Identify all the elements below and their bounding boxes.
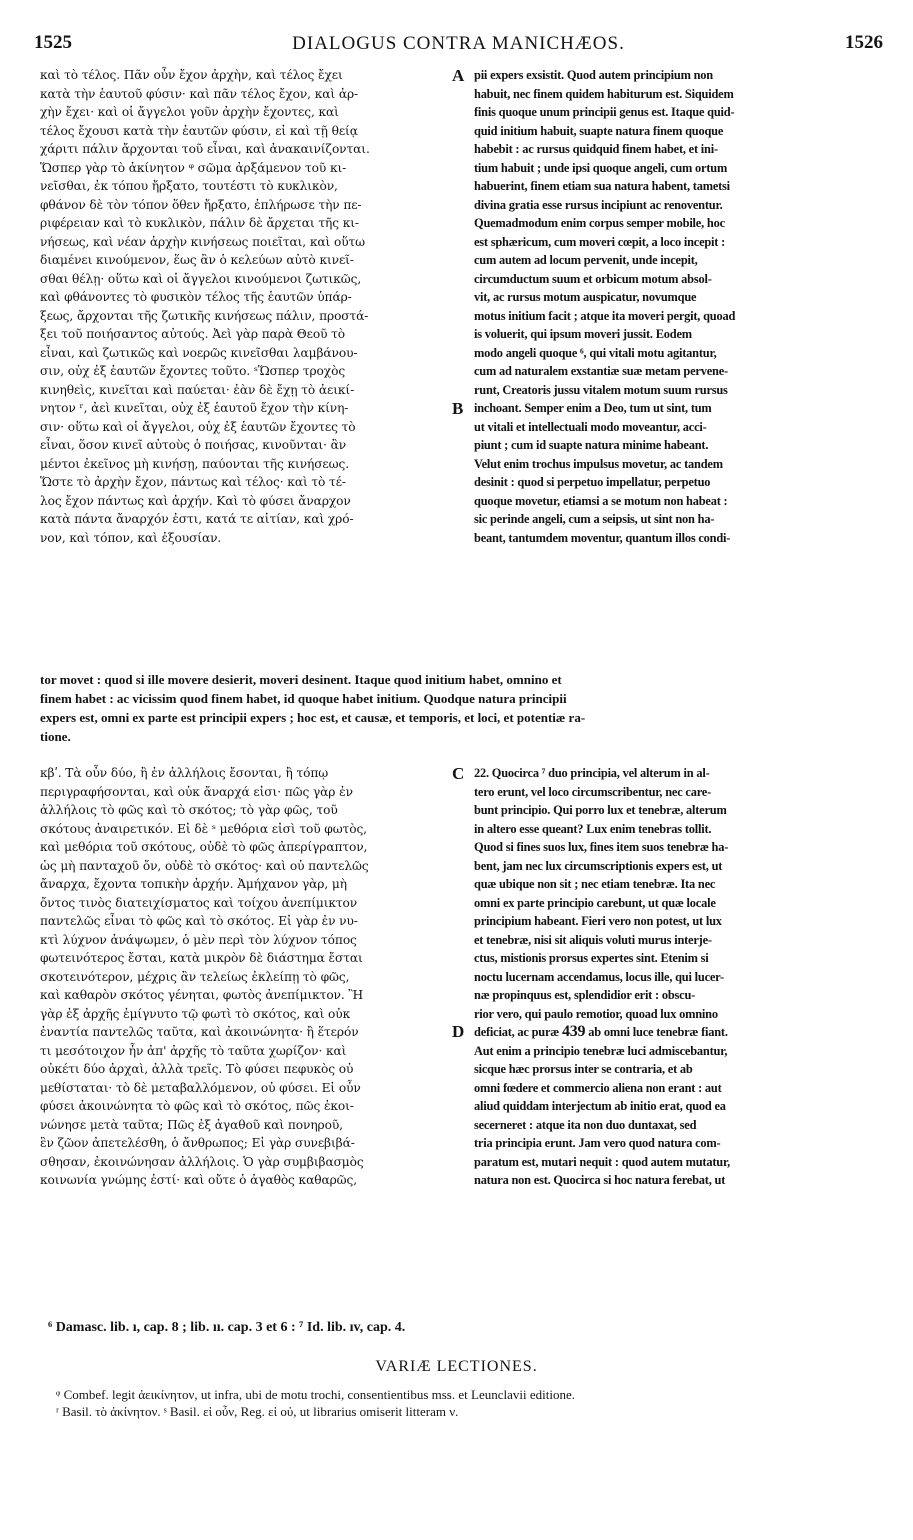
text-line: νήσεως, καὶ νέαν ἀρχὴν κινήσεως ποιεῖται, καὶ οὕτω — [40, 234, 365, 249]
text-line: κινηθεὶς, κινεῖται καὶ παύεται· ἐὰν δὲ ἔχῃ τὸ ἀεικί- — [40, 382, 355, 397]
text-line: γὰρ ἐξ ἀρχῆς ἐμίγνυτο τῷ φωτὶ τὸ σκότος, καὶ οὐκ — [40, 1006, 351, 1021]
text-line: quoque movetur, etiamsi a se motum non habeat : — [474, 493, 728, 508]
text-line: ἓν ζῶον ἀπετελέσθη, ὁ ἄνθρωπος; Εἰ γὰρ συνεβιβά- — [40, 1136, 355, 1150]
text-line: ut vitali et intellectuali modo moveantur, acci- — [474, 419, 707, 434]
text-line: καὶ τὸ τέλος. Πᾶν οὖν ἔχον ἀρχὴν, καὶ τέλος ἔχει — [40, 68, 343, 82]
text-line: ριφέρειαν καὶ τὸ κυκλικὸν, πάλιν δὲ ἄρχεται τῆς κι- — [40, 216, 359, 230]
text-line: καὶ καθαρὸν σκότος γένηται, φωτὸς ἀνεπίμικτον. Ἢ — [40, 988, 364, 1002]
text-line: ᵠ Combef. legit ἀεικίνητον, ut infra, ubi de motu trochi, consentientibus mss. et Leunclavii editione. — [56, 1387, 575, 1402]
text-line: Velut enim trochus impulsus movetur, ac tandem — [474, 456, 723, 471]
text-line: finis quoque unum principii genus est. Itaque quid- — [474, 105, 735, 119]
footnote-line: ⁶ Damasc. lib. ı, cap. 8 ; lib. ıı. cap. 3 et 6 : ⁷ Id. lib. ıv, cap. 4. — [48, 1320, 406, 1335]
text-line: desinit : quod si perpetuo impellatur, perpetuo — [474, 475, 711, 489]
text-line: modo angeli quoque ⁶, qui vitali motu agitantur, — [474, 345, 717, 360]
text-line: ʳ Basil. τὸ ἀκίνητον. ˢ Basil. εἰ οὖν, Reg. εἰ οὐ, ut librarius omiserit litteram ν. — [56, 1404, 459, 1419]
text-line: νον, καὶ τόπον, καὶ ἐξουσίαν. — [40, 530, 222, 545]
text-line: τέλος ἔχουσι κατὰ τὴν ἑαυτῶν φύσιν, εἰ καὶ τῇ θείᾳ — [40, 123, 358, 138]
text-line: cum autem ad locum pervenit, unde incepit, — [474, 253, 698, 267]
text-line: κβʹ. Τὰ οὖν δύο, ἢ ἐν ἀλλήλοις ἔσονται, ἢ τόπῳ — [40, 766, 329, 780]
text-line: omni fœdere et commercio aliena non erant : aut — [474, 1080, 722, 1095]
text-line: ἀλλήλοις τὸ φῶς καὶ τὸ σκότος; τὸ γὰρ φῶς, τοῦ — [40, 803, 338, 817]
running-title: DIALOGUS CONTRA MANICHÆOS. — [292, 33, 625, 54]
text-line: aliud quiddam interjectum ab initio erat, quod ea — [474, 1099, 726, 1113]
text-line: rior vero, qui paulo remotior, quoad lux omnino — [474, 1006, 718, 1021]
text-line: bunt principio. Qui porro lux et tenebræ, alterum — [474, 803, 727, 817]
section-marker-c: C — [452, 764, 465, 783]
text-line: οὐκέτι δύο ἀρχαὶ, ἀλλὰ τρεῖς. Τὸ φύσει πεφυκὸς οὐ — [40, 1062, 354, 1076]
text-line: διαμένει κινούμενον, ἕως ἂν ὁ κελεύων αὐτὸ κινεῖ- — [40, 253, 354, 267]
right-page-number: 1526 — [845, 32, 883, 53]
text-line: secerneret : atque ita non duo duntaxat, sed — [474, 1117, 697, 1132]
text-line: καὶ φθάνοντες τὸ φυσικὸν τέλος τῆς ἑαυτῶν ὑπάρ- — [40, 290, 352, 304]
text-line: deficiat, ac puræ — [474, 1025, 560, 1039]
text-line: νεῖσθαι, ἐκ τόπου ἤρξατο, τουτέστι τὸ κυκλικὸν, — [40, 179, 338, 193]
text-line: σιν, οὐχ ἐξ ἑαυτῶν ἔχοντες τοῦτο. ˢὭσπερ τροχὸς — [40, 364, 346, 378]
text-line: φθάνον δὲ τὸν τόπον ὅθεν ἤρξατο, ἐπλήρωσε τὴν πε- — [40, 197, 362, 212]
text-line: μεθίσταται· τὸ δὲ μεταβαλλόμενον, οὐ φύσει. Εἰ οὖν — [40, 1080, 361, 1095]
text-line: næ propinquus est, splendidior erit : obscu- — [474, 988, 696, 1002]
text-line: φύσει ἀκοινώνητα τὸ φῶς καὶ τὸ σκότος, πῶς ἐκοι- — [40, 1099, 354, 1113]
text-line: εἶναι, ὅσον κινεῖ αὐτοὺς ὁ ποιήσας, κινοῦνται· ἂν — [40, 438, 347, 452]
text-line: habuerint, finem etiam sua natura habent, tametsi — [474, 179, 730, 193]
text-line: pii expers exsistit. Quod autem principium non — [474, 68, 713, 82]
text-line: expers est, omni ex parte est principii expers ; hoc est, et causæ, et temporis, et loci, et potentiæ ra- — [40, 710, 586, 725]
text-line: quid initium habuit, suapte natura finem quoque — [474, 123, 724, 138]
text-line: finem habet : ac vicissim quod finem habet, id quoque habet initium. Quodque natura principii — [40, 691, 567, 706]
text-line: cum ad naturalem exstantiæ suæ metam pervene- — [474, 364, 728, 378]
text-line: vit, ac rursus motum auspicatur, novumque — [474, 290, 697, 304]
text-line: quæ ubique non sit ; nec etiam tenebræ. Ita nec — [474, 877, 716, 891]
text-line: omni ex parte principio carebunt, ut quæ locale — [474, 895, 716, 910]
text-line: χάριτι πάλιν ἄρχονται τοῦ εἶναι, καὶ ἀνακαινίζονται. — [40, 142, 370, 156]
text-line: tria principia erunt. Jam vero quod natura com- — [474, 1136, 721, 1150]
text-line: is voluerit, qui ipsum moveri jussit. Eodem — [474, 327, 692, 341]
text-line: circumductum suum et orbicum motum absol- — [474, 271, 712, 286]
text-line: ξεως, ἄρχονται τῆς ζωτικῆς κινήσεως πάλιν, προστά- — [40, 308, 369, 323]
text-line: tium habuit ; unde ipsi quoque angeli, cum ortum — [474, 160, 728, 175]
column-number: 439 — [561, 1023, 586, 1040]
text-line: Quod si fines suos lux, fines item suos tenebræ ha- — [474, 840, 729, 854]
text-line: beant, tantumdem moventur, quantum illos condi- — [474, 530, 731, 545]
text-line: σκότους ἀναιρετικόν. Εἰ δὲ ˢ μεθόρια εἰσὶ τοῦ φωτὸς, — [40, 821, 367, 836]
text-line: κτὶ λύχνον ἀνάψωμεν, ὁ μὲν περὶ τὸν λύχνον τόπος — [40, 932, 357, 947]
text-line: κοινωνία γνώμης ἐστί· καὶ οὔτε ὁ ἀγαθὸς καθαρῶς, — [40, 1173, 357, 1187]
text-line: φωτεινότερος ἔσται, κατὰ μικρὸν δὲ διάστημα ἔσται — [40, 951, 363, 965]
text-line: τι μεσότοιχον ἦν ἀπ' ἀρχῆς τὸ ταῦτα χωρίζον· καὶ — [40, 1043, 347, 1058]
text-line: tione. — [40, 729, 71, 744]
latin-column-upper — [474, 66, 880, 547]
text-line: ὄντος τινὸς διατειχίσματος καὶ τοίχου ἀνεπίμικτον — [40, 895, 358, 910]
text-line: Ὥστε τὸ ἀρχὴν ἔχον, πάντως καὶ τέλος· καὶ τὸ τέ- — [40, 475, 346, 489]
text-line: in altero esse queant? Lux enim tenebras tollit. — [474, 821, 712, 836]
text-line: ὡς μὴ πανταχοῦ ὄν, οὐδὲ τὸ σκότος· καὶ οὐ παντελῶς — [40, 858, 369, 873]
text-line: sic perinde angeli, cum a seipsis, ut sint non ha- — [474, 512, 715, 526]
text-line: παντελῶς εἶναι τὸ φῶς καὶ τὸ σκότος. Εἰ γὰρ ἐν νυ- — [40, 914, 358, 928]
text-line: bent, jam nec lux circumscriptionis expers est, ut — [474, 858, 723, 873]
text-line: noctu lucernam accendamus, locus ille, qui lucer- — [474, 969, 724, 984]
section-marker-a: A — [452, 66, 465, 85]
text-line: ἐναντία παντελῶς ταῦτα, καὶ ἀκοινώνητα· ἢ ἕτερόν — [40, 1025, 359, 1039]
text-line: runt, Creatoris jussu vitalem motum suum rursus — [474, 382, 728, 397]
text-line: est sphæricum, cum moveri cœpit, a loco incepit : — [474, 234, 726, 249]
text-line: tero erunt, vel loco circumscribentur, nec care- — [474, 784, 711, 799]
latin-column-lower — [474, 764, 880, 1190]
running-header — [34, 32, 883, 58]
text-line: νητον ʳ, ἀεὶ κινεῖται, οὐχ ἐξ ἑαυτοῦ ἔχον τὴν κίνη- — [40, 401, 349, 415]
text-line: Aut enim a principio tenebræ luci admiscebantur, — [474, 1043, 728, 1058]
text-line: χὴν ἔχει· καὶ οἱ ἄγγελοι γοῦν ἀρχὴν ἔχοντες, καὶ — [40, 105, 339, 119]
text-line: ctus, mistionis prorsus expertes sint. Etenim si — [474, 951, 709, 965]
text-line: νώνησε μετὰ ταῦτα; Πῶς ἐξ ἀγαθοῦ καὶ πονηροῦ, — [40, 1117, 343, 1132]
text-line: motus initium facit ; atque ita moveri pergit, quoad — [474, 308, 736, 323]
text-line: piunt ; cum id suapte natura minime habeant. — [474, 438, 709, 452]
text-line: divina gratia esse rursus incipiunt ac renoventur. — [474, 197, 723, 212]
text-line: principium habeant. Fieri vero non potest, ut lux — [474, 914, 722, 928]
variants-heading: VARIÆ LECTIONES. — [375, 1358, 538, 1375]
section-marker-d: D — [452, 1022, 465, 1041]
greek-column-lower — [40, 764, 458, 1190]
text-line: habebit : ac rursus quidquid finem habet, et ini- — [474, 142, 718, 156]
text-line: σθησαν, ἐκοινώνησαν ἀλλήλοις. Ὁ γὰρ συμβιβασμὸς — [40, 1154, 364, 1169]
text-line: μέντοι ἐκεῖνος μὴ κινήσῃ, παύονται τῆς κινήσεως. — [40, 456, 349, 471]
text-line: tor movet : quod si ille movere desierit, moveri desinent. Itaque quod initium habet, omnino et — [40, 672, 562, 687]
text-line: σθαι θέλῃ· οὕτω καὶ οἱ ἄγγελοι κινούμενοι ζωτικῶς, — [40, 271, 362, 286]
text-line: habuit, nec finem quidem habiturum est. Siquidem — [474, 86, 734, 101]
variant-readings — [56, 1386, 896, 1420]
text-line: ab omni luce tenebræ fiant. — [588, 1025, 728, 1039]
greek-column-upper — [40, 66, 458, 547]
text-line: sicque hæc prorsus inter se contraria, et ab — [474, 1062, 693, 1076]
text-line: σκοτεινότερον, μέχρις ἂν τελείως ἐκλείπῃ τὸ φῶς, — [40, 969, 350, 984]
section-marker-b: B — [452, 399, 464, 418]
text-line: εἶναι, καὶ ζωτικῶς καὶ νοερῶς κινεῖσθαι λαμβάνου- — [40, 345, 358, 360]
left-page-number: 1525 — [34, 32, 72, 53]
text-line: κατὰ τὴν ἑαυτοῦ φύσιν· καὶ πᾶν τέλος ἔχον, καὶ ἀρ- — [40, 86, 359, 101]
text-line: κατὰ πάντα ἄναρχόν ἐστι, κατά τε αἰτίαν, καὶ χρό- — [40, 512, 354, 526]
text-line: ξει τοῦ ποιήσαντος αὐτούς. Ἀεὶ γὰρ παρὰ Θεοῦ τὸ — [40, 327, 346, 341]
text-line: σιν· οὕτω καὶ οἱ ἄγγελοι, οὐχ ἐξ ἑαυτῶν ἔχοντες τὸ — [40, 419, 356, 434]
text-line: καὶ μεθόρια τοῦ σκότους, οὐδὲ τὸ φῶς ἀπερίγραπτον, — [40, 840, 368, 854]
text-line: Quemadmodum enim corpus semper mobile, hoc — [474, 216, 725, 230]
full-width-paragraph — [40, 670, 882, 746]
text-line: περιγραφήσονται, καὶ οὐκ ἄναρχά εἰσι· πῶς γὰρ ἐν — [40, 784, 353, 799]
text-line-with-column-number — [474, 1023, 880, 1042]
text-line: et tenebræ, nisi sit aliquis voluti murus interje- — [474, 932, 712, 947]
text-line: inchoant. Semper enim a Deo, tum ut sint, tum — [474, 401, 712, 415]
text-line: 22. Quocirca ⁷ duo principia, vel alterum in al- — [474, 766, 710, 780]
text-line: ἄναρχα, ἔχοντα τοπικὴν ἀρχήν. Ἀμήχανον γὰρ, μὴ — [40, 877, 347, 891]
text-line: λος ἔχον πάντως καὶ ἀρχήν. Καὶ τὸ φύσει ἄναρχον — [40, 493, 351, 508]
text-line: Ὥσπερ γὰρ τὸ ἀκίνητον ᵠ σῶμα ἀρξάμενον τοῦ κι- — [40, 160, 347, 175]
text-line: paratum est, mutari nequit : quod autem mutatur, — [474, 1154, 731, 1169]
text-line: natura non est. Quocirca si hoc natura ferebat, ut — [474, 1173, 726, 1187]
